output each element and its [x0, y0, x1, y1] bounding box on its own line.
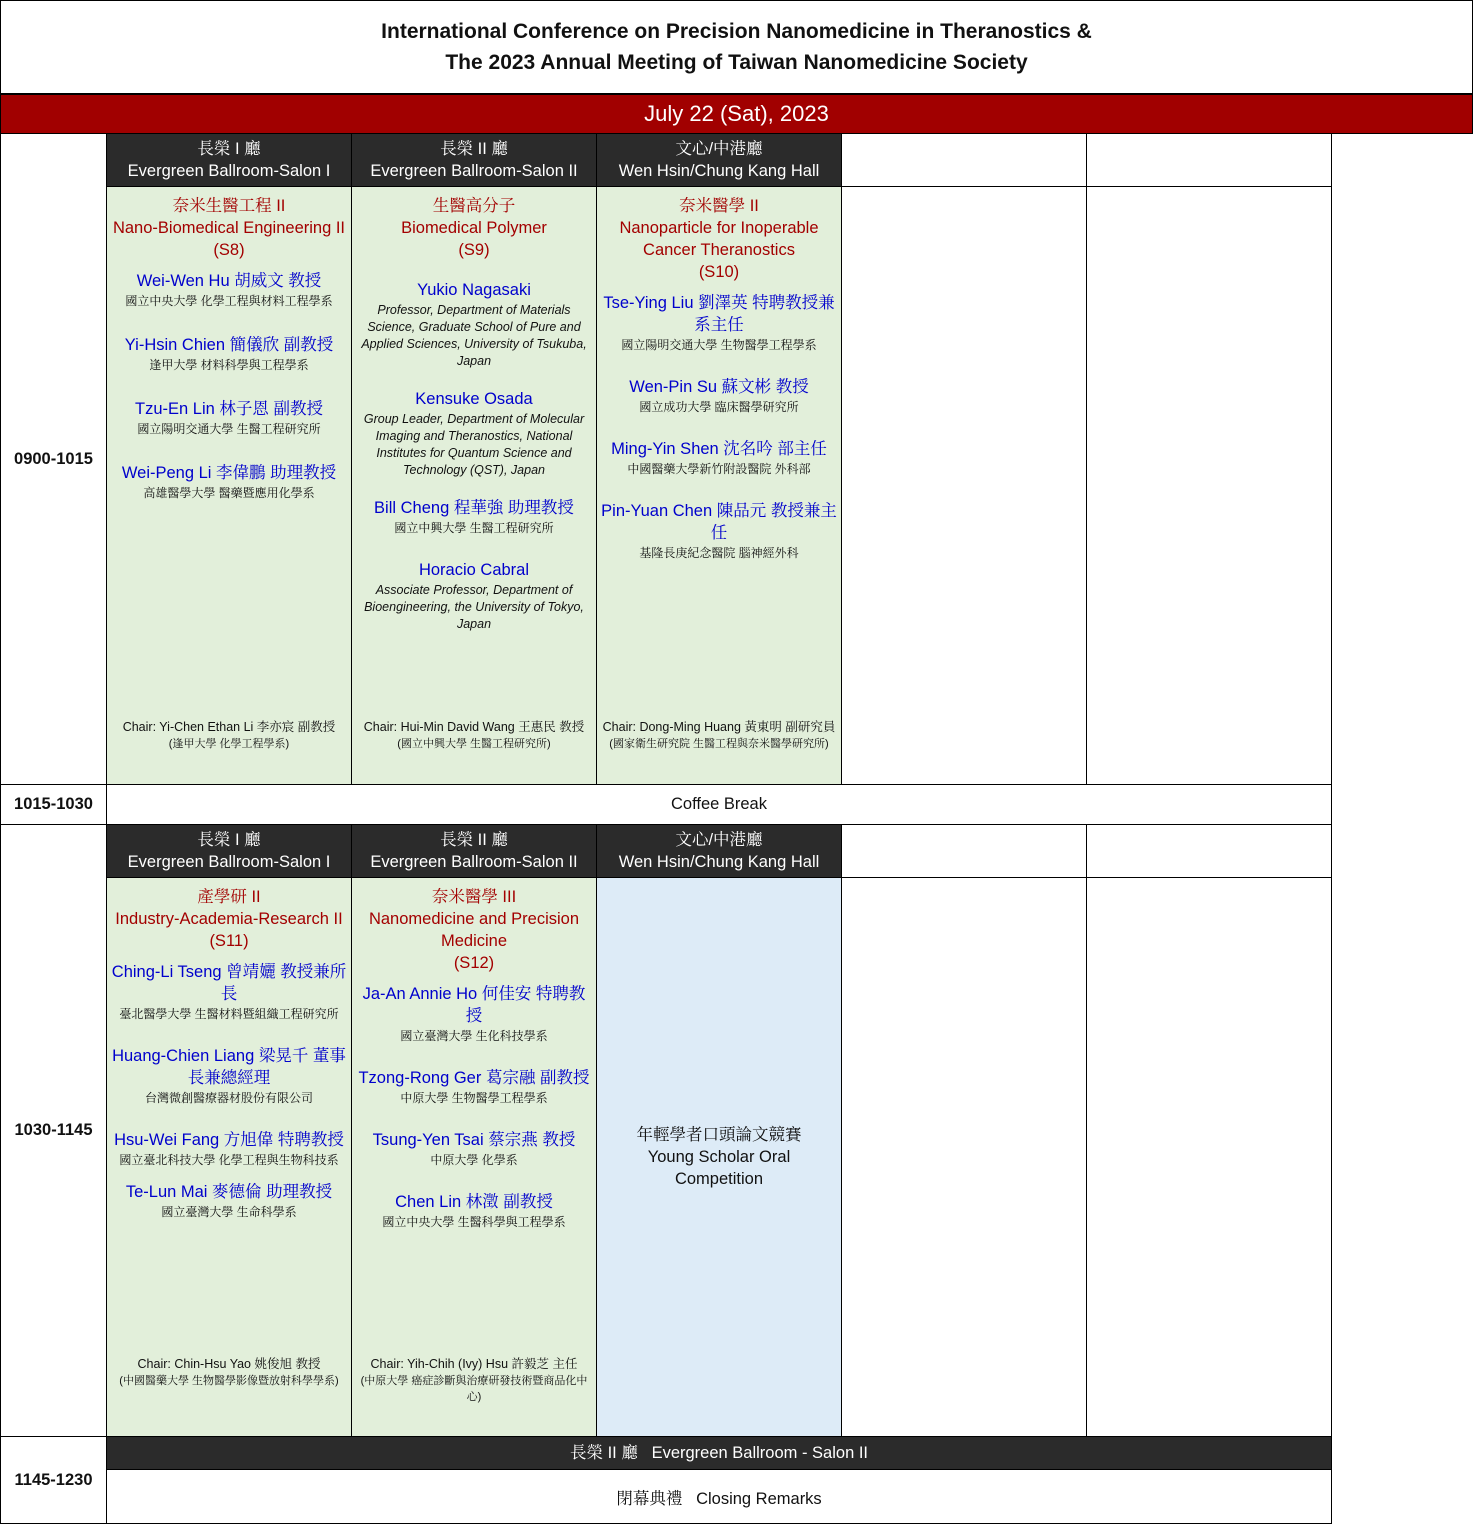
empty-session-cell	[841, 186, 1087, 785]
speaker-affiliation: 國立成功大學 臨床醫學研究所	[639, 400, 799, 414]
speaker-name: Yi-Hsin Chien 簡儀欣 副教授	[124, 336, 334, 354]
room-header-salon-2	[351, 824, 597, 878]
empty-header-cell	[1086, 133, 1332, 187]
empty-header-cell	[841, 133, 1087, 187]
speaker-name: Ming-Yin Shen 沈名吟 部主任	[611, 440, 827, 458]
date-banner: July 22 (Sat), 2023	[0, 94, 1473, 134]
speaker-name: Tsung-Yen Tsai 蔡宗燕 教授	[372, 1131, 576, 1149]
room-en: Evergreen Ballroom-Salon II	[370, 162, 578, 180]
room-header-salon-1	[106, 824, 352, 878]
room-en: Wen Hsin/Chung Kang Hall	[618, 853, 820, 871]
conference-title-box	[0, 0, 1473, 94]
empty-header-cell	[1086, 824, 1332, 878]
chair-affiliation: (中原大學 癌症診斷與治療研發技術暨商品化中心)	[360, 1375, 588, 1403]
time-slot-1015-1030: 1015-1030	[0, 784, 107, 825]
session-s12	[351, 877, 597, 1437]
empty-session-cell	[841, 877, 1087, 1437]
room-en: Wen Hsin/Chung Kang Hall	[618, 162, 820, 180]
speaker-affiliation: 國立陽明交通大學 生醫工程研究所	[137, 422, 321, 436]
session-title-zh: 產學研 II	[197, 888, 261, 906]
room-zh: 長榮 II 廳	[440, 831, 508, 849]
session-title-en: Nanoparticle for Inoperable Cancer Theranostics	[619, 219, 819, 259]
speaker-name: Chen Lin 林澂 副教授	[395, 1193, 553, 1211]
session-s9	[351, 186, 597, 785]
speaker-affiliation: 台灣微創醫療器材股份有限公司	[144, 1091, 313, 1105]
session-code: (S9)	[458, 241, 490, 259]
chair-affiliation: (逢甲大學 化學工程學系)	[168, 738, 290, 750]
room-en: Evergreen Ballroom-Salon I	[127, 162, 331, 180]
room-header-salon-2	[351, 133, 597, 187]
coffee-break-label: Coffee Break	[670, 795, 767, 813]
speaker-name: Kensuke Osada	[415, 390, 533, 408]
chair-name: Chair: Yi-Chen Ethan Li 李亦宸 副教授	[122, 720, 336, 734]
closing-room: 長榮 II 廳 Evergreen Ballroom - Salon II	[569, 1444, 869, 1462]
room-zh: 文心/中港廳	[675, 831, 763, 849]
speaker-affiliation: 中原大學 生物醫學工程學系	[400, 1091, 548, 1105]
chair-name: Chair: Yih-Chih (Ivy) Hsu 許毅芝 主任	[370, 1357, 578, 1371]
empty-session-cell	[1086, 877, 1332, 1437]
speaker-affiliation: 國立臺北科技大學 化學工程與生物科技系	[119, 1153, 339, 1167]
session-title-en: Biomedical Polymer	[401, 219, 547, 237]
speaker-name: Ching-Li Tseng 曾靖孋 教授兼所長	[111, 963, 347, 1003]
speaker-name: Te-Lun Mai 麥德倫 助理教授	[125, 1183, 333, 1201]
speaker-affiliation: 國立臺灣大學 生命科學系	[161, 1205, 297, 1219]
session-chair	[601, 719, 837, 752]
speaker-affiliation: Professor, Department of Materials Science, Graduate School of Pure and Applied Sciences, University of Tsukuba, Japan	[361, 303, 587, 368]
coffee-break-cell	[106, 784, 1332, 825]
session-chair	[356, 719, 592, 752]
speaker-affiliation: 臺北醫學大學 生醫材料暨組織工程研究所	[119, 1007, 339, 1021]
session-title-en: Nanomedicine and Precision Medicine	[368, 910, 580, 950]
speaker-affiliation: 逢甲大學 材料科學與工程學系	[149, 358, 309, 372]
session-s11	[106, 877, 352, 1437]
speaker-affiliation: 高雄醫學大學 醫藥暨應用化學系	[143, 486, 315, 500]
speaker-affiliation: Group Leader, Department of Molecular Imaging and Theranostics, National Institutes for Quantum Science and Technology (QST), Japan	[363, 412, 585, 477]
time-slot-0900-1015: 0900-1015	[0, 133, 107, 785]
speaker-affiliation: Associate Professor, Department of Bioengineering, the University of Tokyo, Japan	[364, 583, 584, 631]
speaker-affiliation: 國立臺灣大學 生化科技學系	[400, 1029, 548, 1043]
conference-title-line2: The 2023 Annual Meeting of Taiwan Nanomedicine Society	[445, 51, 1028, 74]
speaker-affiliation: 中國醫藥大學新竹附設醫院 外科部	[627, 462, 811, 476]
room-en: Evergreen Ballroom-Salon II	[370, 853, 578, 871]
closing-remarks-cell	[106, 1469, 1332, 1524]
session-title-zh: 生醫高分子	[432, 197, 516, 215]
chair-name: Chair: Dong-Ming Huang 黃東明 副研究員	[602, 720, 836, 734]
room-zh: 長榮 I 廳	[197, 140, 261, 158]
room-header-salon-1	[106, 133, 352, 187]
speaker-name: Wei-Wen Hu 胡威文 教授	[136, 272, 322, 290]
session-s8	[106, 186, 352, 785]
session-chair	[111, 719, 347, 752]
speaker-name: Tzong-Rong Ger 葛宗融 副教授	[358, 1069, 590, 1087]
session-chair	[111, 1356, 347, 1389]
room-header-wenhsin	[596, 824, 842, 878]
closing-room-header	[106, 1436, 1332, 1470]
competition-title-en: Young Scholar Oral Competition	[647, 1148, 791, 1188]
speaker-name: Pin-Yuan Chen 陳品元 教授兼主任	[601, 502, 837, 542]
speaker-name: Bill Cheng 程華強 助理教授	[374, 499, 574, 517]
chair-name: Chair: Chin-Hsu Yao 姚俊旭 教授	[137, 1357, 321, 1371]
speaker-name: Huang-Chien Liang 梁晃千 董事長兼總經理	[112, 1047, 346, 1087]
room-zh: 長榮 I 廳	[197, 831, 261, 849]
session-code: (S8)	[213, 241, 245, 259]
room-zh: 長榮 II 廳	[440, 140, 508, 158]
room-zh: 文心/中港廳	[675, 140, 763, 158]
speaker-affiliation: 國立中興大學 生醫工程研究所	[394, 521, 554, 535]
session-title-zh: 奈米生醫工程 II	[172, 197, 286, 215]
speaker-affiliation: 基隆長庚紀念醫院 腦神經外科	[639, 546, 799, 560]
session-code: (S12)	[453, 954, 495, 972]
session-title-zh: 奈米醫學 II	[679, 197, 759, 215]
empty-session-cell	[1086, 186, 1332, 785]
speaker-name: Horacio Cabral	[418, 561, 530, 579]
room-header-wenhsin	[596, 133, 842, 187]
session-code: (S10)	[698, 263, 740, 281]
speaker-name: Wen-Pin Su 蘇文彬 教授	[629, 378, 809, 396]
speaker-name: Hsu-Wei Fang 方旭偉 特聘教授	[114, 1131, 344, 1149]
session-title-zh: 奈米醫學 III	[431, 888, 517, 906]
speaker-name: Wei-Peng Li 李偉鵬 助理教授	[121, 464, 337, 482]
conference-title-line1: International Conference on Precision Nanomedicine in Theranostics &	[381, 20, 1092, 43]
session-title-en: Industry-Academia-Research II	[115, 910, 343, 928]
speaker-name: Yukio Nagasaki	[417, 281, 531, 299]
session-title-en: Nano-Biomedical Engineering II	[112, 219, 346, 237]
chair-affiliation: (中國醫藥大學 生物醫學影像暨放射科學學系)	[119, 1375, 339, 1387]
young-scholar-competition-cell	[596, 877, 842, 1437]
speaker-affiliation: 中原大學 化學系	[430, 1153, 518, 1167]
chair-affiliation: (國立中興大學 生醫工程研究所)	[397, 738, 551, 750]
speaker-affiliation: 國立中央大學 生醫科學與工程學系	[382, 1215, 566, 1229]
speaker-name: Tzu-En Lin 林子恩 副教授	[135, 400, 323, 418]
speaker-name: Ja-An Annie Ho 何佳安 特聘教授	[362, 985, 586, 1025]
empty-header-cell	[841, 824, 1087, 878]
closing-remarks-label: 閉幕典禮 Closing Remarks	[616, 1489, 822, 1508]
time-slot-1145-1230: 1145-1230	[0, 1436, 107, 1524]
speaker-affiliation: 國立中央大學 化學工程與材料工程學系	[125, 294, 333, 308]
session-chair	[356, 1356, 592, 1405]
speaker-affiliation: 國立陽明交通大學 生物醫學工程學系	[621, 338, 817, 352]
room-en: Evergreen Ballroom-Salon I	[127, 853, 331, 871]
competition-title-zh: 年輕學者口頭論文競賽	[636, 1126, 802, 1144]
chair-affiliation: (國家衛生研究院 生醫工程與奈米醫學研究所)	[609, 738, 829, 750]
time-slot-1030-1145: 1030-1145	[0, 824, 107, 1437]
session-code: (S11)	[209, 932, 249, 950]
chair-name: Chair: Hui-Min David Wang 王惠民 教授	[363, 720, 585, 734]
speaker-name: Tse-Ying Liu 劉澤英 特聘教授兼系主任	[603, 294, 835, 334]
session-s10	[596, 186, 842, 785]
